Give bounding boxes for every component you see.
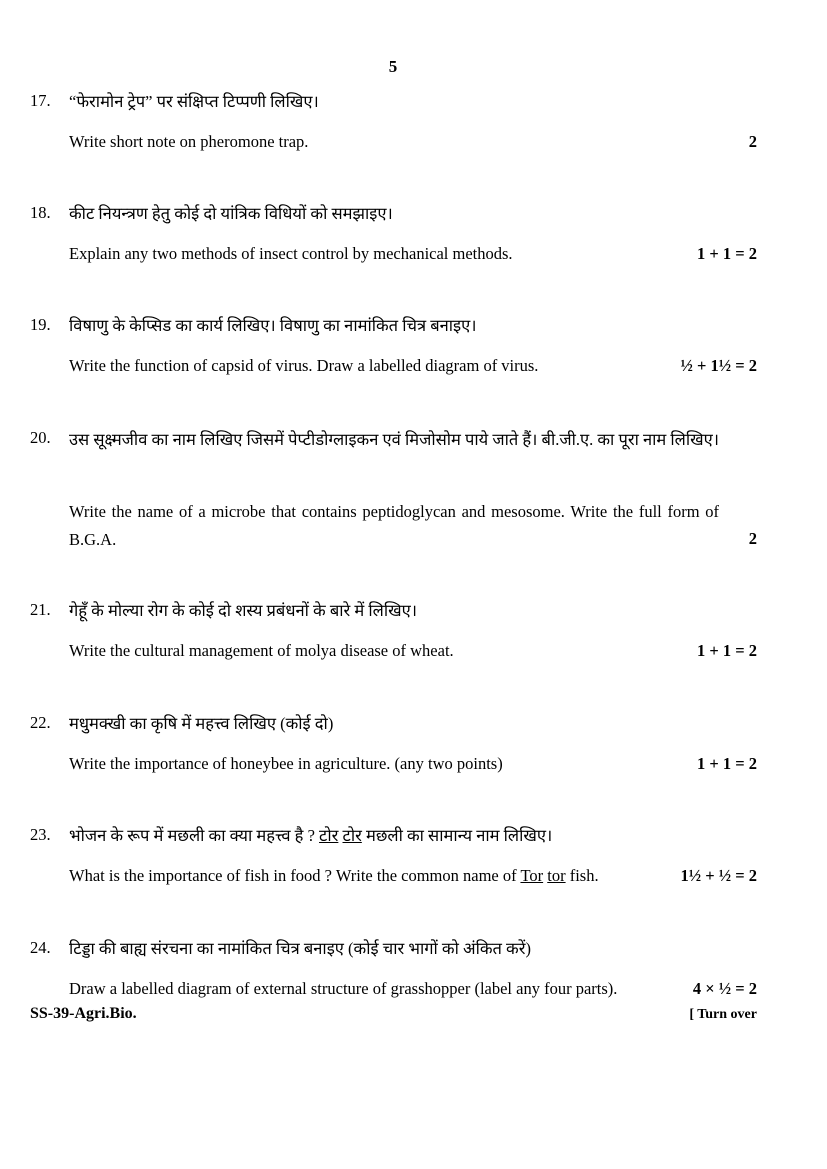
- question-text-english: Write short note on pheromone trap.: [69, 132, 309, 151]
- paper-code: SS-39-Agri.Bio.: [30, 1005, 137, 1022]
- question-text-hindi: [69, 821, 719, 851]
- marks: 1 + 1 = 2: [696, 244, 757, 263]
- question-text-english: [69, 862, 669, 890]
- question-text-hindi: “फेरामोन ट्रेप” पर संक्षिप्त टिप्पणी लिखिए।: [69, 92, 319, 111]
- hindi-underlined-word: टोर: [319, 826, 339, 845]
- question-number: 20.: [30, 428, 51, 447]
- question-number: 21.: [30, 600, 51, 619]
- english-text-part: fish.: [565, 866, 599, 885]
- marks: 1 + 1 = 2: [696, 641, 757, 660]
- marks: 1½ + ½ = 2: [680, 866, 757, 885]
- english-underlined-word: Tor: [520, 866, 544, 885]
- hindi-text-part: भोजन के रूप में मछली का क्या महत्त्व है ?: [69, 826, 320, 845]
- question-number: 19.: [30, 315, 51, 334]
- question-text-english: Explain any two methods of insect control by mechanical methods.: [69, 244, 513, 263]
- question-text-english: Write the function of capsid of virus. Draw a labelled diagram of virus.: [69, 356, 539, 375]
- question-text-english: Write the importance of honeybee in agriculture. (any two points): [69, 754, 503, 773]
- question-text-hindi: कीट नियन्त्रण हेतु कोई दो यांत्रिक विधियों को समझाइए।: [69, 204, 393, 223]
- marks: 2: [748, 132, 757, 151]
- question-number: 18.: [30, 203, 51, 222]
- question-number: 22.: [30, 713, 51, 732]
- marks: 2: [748, 529, 757, 548]
- question-number: 24.: [30, 938, 51, 957]
- question-number: 23.: [30, 825, 51, 844]
- marks: 1 + 1 = 2: [696, 754, 757, 773]
- question-text-hindi: विषाणु के केप्सिड का कार्य लिखिए। विषाणु का नामांकित चित्र बनाइए।: [69, 316, 477, 335]
- question-text-english: Draw a labelled diagram of external structure of grasshopper (label any four parts).: [69, 979, 618, 998]
- hindi-underlined-word: टोर: [342, 826, 362, 845]
- marks: 4 × ½ = 2: [692, 979, 757, 998]
- question-text-english: Write the name of a microbe that contains peptidoglycan and mesosome. Write the full form of B.G.A.: [69, 502, 719, 549]
- question-text-hindi: गेहूँ के मोल्या रोग के कोई दो शस्य प्रबंधनों के बारे में लिखिए।: [69, 601, 418, 620]
- question-number: 17.: [30, 91, 51, 110]
- hindi-text-part: मछली का सामान्य नाम लिखिए।: [361, 826, 553, 845]
- english-underlined-word: tor: [547, 866, 566, 885]
- question-text-english: Write the cultural management of molya disease of wheat.: [69, 641, 454, 660]
- question-text-hindi: टिड्डा की बाह्य संरचना का नामांकित चित्र बनाइए (कोई चार भागों को अंकित करें): [69, 939, 531, 958]
- english-text-part: What is the importance of fish in food ? Write the common name of: [69, 866, 521, 885]
- page-number: 5: [388, 57, 398, 76]
- marks: ½ + 1½ = 2: [680, 356, 757, 375]
- question-text-hindi: उस सूक्ष्मजीव का नाम लिखिए जिसमें पेप्टीडोग्लाइकन एवं मिजोसोम पाये जाते हैं। बी.जी.ए. का पूरा नाम लिखिए।: [69, 430, 720, 449]
- turn-over-label: [ Turn over: [689, 1007, 757, 1022]
- question-text-hindi: मधुमक्खी का कृषि में महत्त्व लिखिए (कोई दो): [69, 714, 334, 733]
